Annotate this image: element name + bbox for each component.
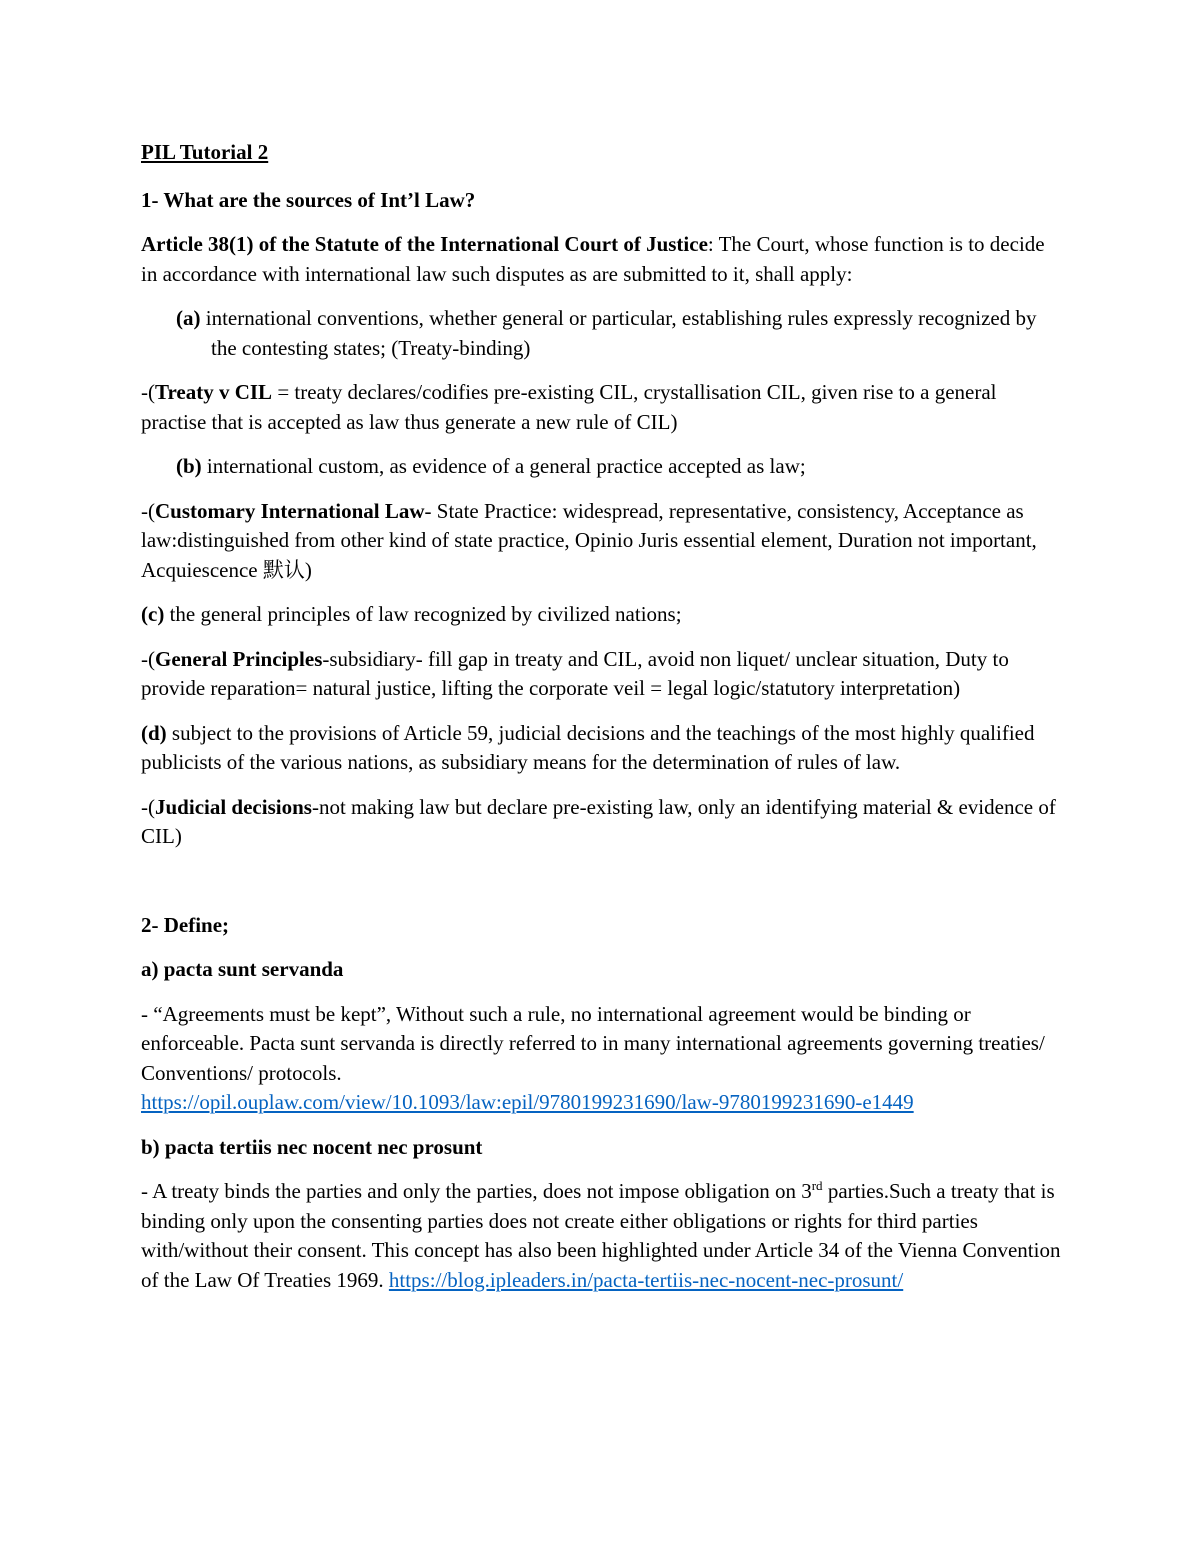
treaty-note (141, 378, 1061, 437)
general-principles-note (141, 645, 1061, 704)
article-38-text: : The Court, whose function is to decide in accordance with international law such disputes as are submitted to it, shall apply: (141, 232, 1045, 286)
gp-note-text: -subsidiary- fill gap in treaty and CIL, avoid non liquet/ unclear situation, Duty to provide reparation= natural justice, lifting the corporate veil = legal logic/statutory interpretation) (141, 646, 1009, 700)
source-d-text: subject to the provisions of Article 59, judicial decisions and the teachings of the most highly qualified publicists of the various nations, as subsidiary means for the determination of rules of law. (141, 720, 1035, 774)
document-title: PIL Tutorial 2 (141, 140, 269, 164)
judicial-decisions-note (141, 793, 1061, 852)
define-b-text-2: parties.Such a treaty that is binding only upon the consenting parties does not create either obligations or rights for third parties with/without their consent. This concept has also been highlighted under Article 34 of the Vienna Convention of the Law Of Treaties 1969. (141, 1179, 1061, 1292)
document-page (141, 138, 1061, 1310)
jd-note-prefix: -( (141, 794, 155, 819)
source-a (141, 304, 1061, 363)
source-b-label: (b) (176, 454, 202, 478)
define-b-text-1: - A treaty binds the parties and only the parties, does not impose obligation on 3 (141, 1179, 812, 1203)
section-spacer (141, 867, 1061, 911)
define-b-superscript: rd (811, 1178, 823, 1193)
source-d-label: (d) (141, 720, 167, 745)
define-b-paragraph (141, 1177, 1061, 1295)
source-c-label: (c) (141, 602, 165, 626)
cil-note-prefix: -( (141, 498, 155, 523)
source-b (141, 452, 1061, 482)
gp-note-prefix: -( (141, 646, 155, 671)
treaty-note-term: Treaty v CIL (155, 380, 273, 404)
question-2-heading: 2- Define; (141, 912, 230, 937)
define-a-heading: a) pacta sunt servanda (141, 957, 344, 981)
cil-note (141, 497, 1061, 586)
source-d (141, 719, 1061, 778)
question-1-heading: 1- What are the sources of Int’l Law? (141, 187, 476, 212)
source-c (141, 600, 1061, 630)
define-b-link[interactable]: https://blog.ipleaders.in/pacta-tertiis-nec-nocent-nec-prosunt/ (388, 1267, 904, 1292)
source-a-text: international conventions, whether general or particular, establishing rules expressly recognized by the contesting states; (Treaty-binding) (200, 306, 1037, 360)
article-38-paragraph (141, 230, 1061, 289)
define-a-text: - “Agreements must be kept”, Without such a rule, no international agreement would be binding or enforceable. Pacta sunt servanda is directly referred to in many international agreements governing treaties/ Conventions/ protocols. (141, 1001, 1045, 1085)
define-a-link[interactable]: https://opil.ouplaw.com/view/10.1093/law:epil/9780199231690/law-9780199231690-e1449 (141, 1090, 914, 1114)
cil-note-term: Customary International Law (155, 498, 425, 523)
jd-note-text: -not making law but declare pre-existing law, only an identifying material & evidence of CIL) (141, 794, 1056, 848)
define-b-heading: b) pacta tertiis nec nocent nec prosunt (141, 1134, 483, 1159)
source-c-text: the general principles of law recognized by civilized nations; (164, 602, 682, 626)
define-a-paragraph (141, 1000, 1061, 1118)
gp-note-term: General Principles (155, 646, 323, 671)
treaty-note-prefix: -( (141, 380, 155, 404)
cil-note-text: - State Practice: widespread, representative, consistency, Acceptance as law:distinguished from other kind of state practice, Opinio Juris essential element, Duration not important, Acquiescence 默认) (141, 498, 1037, 582)
source-a-label: (a) (176, 306, 201, 330)
treaty-note-text: = treaty declares/codifies pre-existing CIL, crystallisation CIL, given rise to a general practise that is accepted as law thus generate a new rule of CIL) (141, 380, 997, 434)
article-38-title: Article 38(1) of the Statute of the International Court of Justice (141, 232, 708, 256)
jd-note-term: Judicial decisions (155, 794, 312, 819)
source-b-text: international custom, as evidence of a general practice accepted as law; (201, 454, 806, 478)
